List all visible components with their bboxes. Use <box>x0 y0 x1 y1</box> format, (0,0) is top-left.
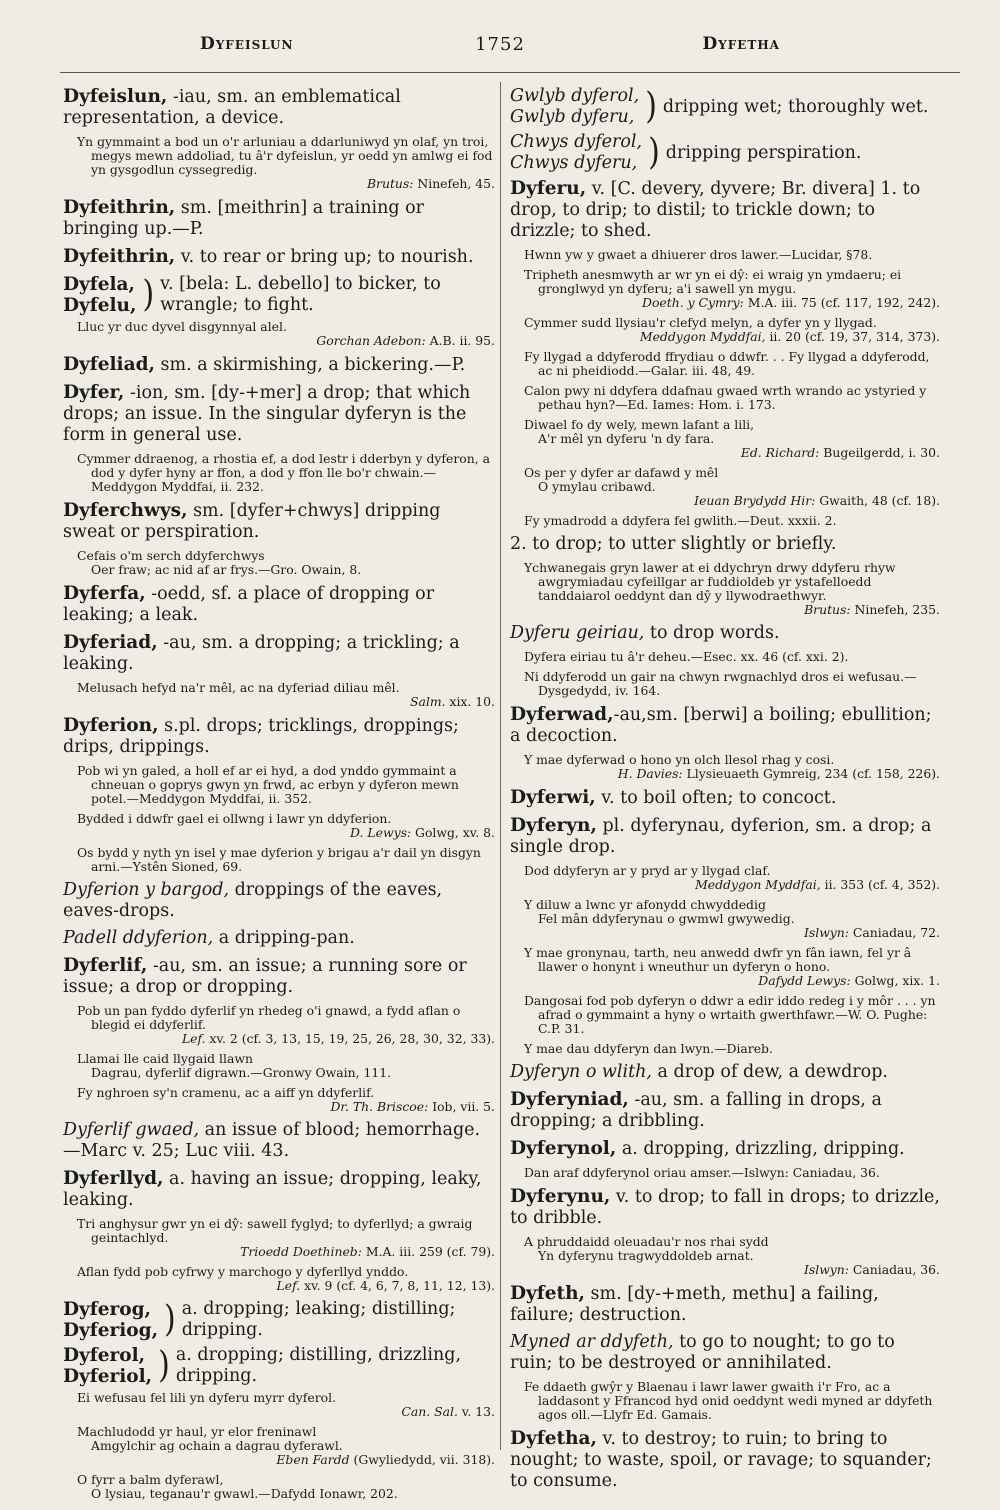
citation <box>524 1235 940 1277</box>
citation-author: Meddygon Myddfai, <box>695 877 821 892</box>
citation <box>77 1052 495 1080</box>
headword: Dyfelu, <box>63 295 137 316</box>
headword: Dyfetha, <box>510 1428 597 1449</box>
dictionary-entry <box>510 1138 940 1160</box>
phrase-entry <box>510 623 940 644</box>
citation <box>77 764 495 806</box>
citation-author: Eben Fardd <box>276 1452 350 1467</box>
headword: Dyferwad, <box>510 704 614 725</box>
phrase-entry <box>63 1120 495 1162</box>
headword: Dyferiol, <box>63 1366 153 1387</box>
headword: Dyferwi, <box>510 787 596 808</box>
brace-symbol: ) <box>158 1344 170 1387</box>
headword: Dyferol, <box>63 1345 146 1366</box>
citation-source <box>77 826 495 840</box>
citation <box>524 864 940 892</box>
grouped-entry <box>63 1299 495 1341</box>
phrase-definition: to go to nought; to go to ruin; to be destroyed or annihilated. <box>510 1332 895 1373</box>
citation-author: Dafydd Lewys: <box>758 973 851 988</box>
citation-reference: Ninefeh, 45. <box>413 176 495 191</box>
citation-reference: (Gwyliedydd, vii. 318). <box>349 1452 495 1467</box>
citation-text: Ei wefusau fel lili yn dyferu myrr dyferol. <box>77 1390 337 1405</box>
headword: Dyfela, <box>63 274 135 295</box>
grouped-terms <box>510 132 642 174</box>
citation-source <box>524 330 940 344</box>
column-divider <box>500 82 501 1450</box>
grouped-entry <box>510 132 940 174</box>
phrase-term: Dyferyn o wlith, <box>510 1062 652 1082</box>
citation-reference: v. 13. <box>457 1404 495 1419</box>
dictionary-entry <box>510 787 940 809</box>
definition: v. to boil often; to concoct. <box>595 788 837 808</box>
citation-text: Pob wi yn galed, a holl ef ar ei hyd, a dod ynddo gymmaint a chneuan o goprys gwyn yn frwd, ac erbyn y dyferon mewn potel.—Meddygon Myddfai, ii. 352. <box>77 763 459 806</box>
citation-text: Diwael fo dy wely, mewn lafant a lili, A'r mêl yn dyferu 'n dy fara. <box>524 417 755 446</box>
citation-author: Trioedd Doethineb: <box>240 1244 362 1259</box>
citation-source <box>524 926 940 940</box>
citation-text: Fy nghroen sy'n cramenu, ac a aiff yn ddyferlif. <box>77 1085 375 1100</box>
definition: -au, sm. an issue; a running sore or issue; a drop or dropping. <box>63 956 467 997</box>
dictionary-entry <box>510 704 940 747</box>
citation-reference: xv. 2 (cf. 3, 13, 15, 19, 25, 26, 28, 30, 32, 33). <box>205 1031 495 1046</box>
citation <box>77 320 495 348</box>
headword: Dyferfa, <box>63 583 146 604</box>
citation <box>77 1473 495 1501</box>
citation <box>77 549 495 577</box>
citation-source <box>77 1405 495 1419</box>
citation <box>524 1042 940 1056</box>
citation-text: Y mae gronynau, tarth, neu anwedd dwfr yn fân iawn, fel yr â llawer o honynt i wneuthur un dyferyn o hono. <box>524 945 912 974</box>
headword: Gwlyb dyferu, <box>510 107 635 127</box>
citation-author: Doeth. y Cymry: <box>642 295 744 310</box>
citation-text: Aflan fydd pob cyfrwy y marchogo y dyferllyd ynddo. <box>77 1264 409 1279</box>
headword: Dyferog, <box>63 1299 151 1320</box>
citation-author: Lef. <box>276 1278 301 1293</box>
definition: -au,sm. [berwi] a boiling; ebullition; a decoction. <box>510 705 932 746</box>
citation-text: Fe ddaeth gwŷr y Blaenau i lawr lawer gwaith i'r Fro, ac a laddasont y Ffrancod hyd onid oeddynt wedi myned ar ddyfeth agos oll.—Llyfr Ed. Gamais. <box>524 1379 933 1422</box>
definition: s.pl. drops; tricklings, droppings; drips, drippings. <box>63 716 459 757</box>
citation <box>524 1380 940 1422</box>
citation-text: Llamai lle caid llygaid llawn Dagrau, dyferlif digrawn.—Gronwy Owain, 111. <box>77 1051 392 1080</box>
citation-text: O fyrr a balm dyferawl, O lysiau, teganau'r gwawl.—Dafydd Ionawr, 202. <box>77 1472 398 1501</box>
phrase-entry <box>63 928 495 949</box>
definition: dripping wet; thoroughly wet. <box>662 96 929 117</box>
citation <box>524 946 940 988</box>
headword: Dyferu, <box>510 178 587 199</box>
citation <box>77 1391 495 1419</box>
citation <box>524 994 940 1036</box>
citation-author: H. Davies: <box>617 766 683 781</box>
citation <box>524 753 940 781</box>
citation <box>524 561 940 617</box>
phrase-definition: an issue of blood; hemorrhage. —Marc v. 25; Luc viii. 43. <box>63 1120 481 1161</box>
dictionary-entry <box>63 197 495 240</box>
running-head-right: Dyfetha <box>702 34 780 54</box>
citation-text: Dod ddyferyn ar y pryd ar y llygad claf. <box>524 863 771 878</box>
citation-text: Dan araf ddyferynol oriau amser.—Islwyn: Caniadau, 36. <box>524 1165 880 1180</box>
headword: Dyfeithrin, <box>63 197 176 218</box>
citation <box>524 466 940 508</box>
citation-author: Brutus: <box>366 176 414 191</box>
grouped-entry <box>63 1345 495 1387</box>
citation-text: Ni ddyferodd un gair na chwyn rwgnachlyd dros ei wefusau.—Dysgedydd, iv. 164. <box>524 669 917 698</box>
citation <box>524 384 940 412</box>
phrase-definition: a dripping-pan. <box>213 928 355 948</box>
citation-author: Islwyn: <box>803 1262 849 1277</box>
definition: sm. a skirmishing, a bickering.—P. <box>154 355 466 375</box>
citation-text: Yn gymmaint a bod un o'r arluniau a ddarluniwyd yn olaf, yn troi, megys mewn addoliad, tu â'r dyfeislun, yr oedd yn amlwg ei fod yn gysgodlun cyssegredig. <box>77 134 493 177</box>
header-rule <box>60 72 960 73</box>
citation-text: Tripheth anesmwyth ar wr yn ei dŷ: ei wraig yn ymdaeru; ei gronglwyd yn dyferu; a'i sawell yn mygu. <box>524 267 902 296</box>
left-column <box>63 86 495 1501</box>
citation <box>524 1166 940 1180</box>
citation-text: Y diluw a lwnc yr afonydd chwyddedig Fel mân ddyferynau o gwmwl gwywedig. <box>524 897 795 926</box>
citation <box>77 1217 495 1259</box>
dictionary-entry <box>510 178 940 242</box>
citation-reference: M.A. iii. 259 (cf. 79). <box>361 1244 495 1259</box>
right-column <box>510 85 940 1491</box>
definition: a. dropping; leaking; distilling; dripping. <box>181 1299 456 1340</box>
headword: Chwys dyferol, <box>510 132 643 152</box>
citation-text: Lluc yr duc dyvel disgynnyal alel. <box>77 319 287 334</box>
citation-reference: Golwg, xv. 8. <box>411 825 495 840</box>
citation-text: Fy ymadrodd a ddyfera fel gwlith.—Deut. xxxii. 2. <box>524 513 837 528</box>
headword: Gwlyb dyferol, <box>510 86 640 106</box>
citation-reference: Ninefeh, 235. <box>850 602 940 617</box>
grouped-entry <box>63 274 495 316</box>
definition: v. [C. devery, dyvere; Br. divera] 1. to drop, to drip; to distil; to trickle down; to drizzle; to shed. <box>510 179 921 241</box>
dictionary-entry <box>63 86 495 129</box>
phrase-term: Padell ddyferion, <box>63 928 214 948</box>
headword: Dyferyniad, <box>510 1089 629 1110</box>
definition: v. to drop; to fall in drops; to drizzle, to dribble. <box>510 1187 940 1228</box>
citation-text: Y mae dyferwad o hono yn olch llesol rhag y cosi. <box>524 752 835 767</box>
dictionary-entry <box>510 1428 940 1492</box>
definition: sm. [dy-+meth, methu] a failing, failure; destruction. <box>510 1284 879 1325</box>
citation-source <box>77 1279 495 1293</box>
brace-symbol: ) <box>648 131 660 174</box>
citation-reference: Caniadau, 72. <box>848 925 940 940</box>
brace-symbol: ) <box>142 273 155 316</box>
citation-source <box>524 767 940 781</box>
citation-text: Cymmer sudd llysiau'r clefyd melyn, a dyfer yn y llygad. <box>524 315 877 330</box>
definition: v. to destroy; to ruin; to bring to nought; to waste, spoil, or ravage; to squander; to consume. <box>510 1429 932 1491</box>
dictionary-entry <box>63 500 495 543</box>
dictionary-entry <box>510 815 940 858</box>
citation <box>77 1265 495 1293</box>
phrase-term: Myned ar ddyfeth, <box>510 1332 674 1352</box>
citation <box>524 650 940 664</box>
citation-author: Brutus: <box>804 602 851 617</box>
citation-author: Salm. <box>410 694 446 709</box>
headword: Dyferynu, <box>510 1186 611 1207</box>
citation-reference: M.A. iii. 75 (cf. 117, 192, 242). <box>743 295 940 310</box>
dictionary-entry <box>510 1283 940 1326</box>
phrase-term: Dyferu geiriau, <box>510 623 645 643</box>
citation-reference: Gwaith, 48 (cf. 18). <box>815 493 940 508</box>
citation-author: Dr. Th. Briscoe: <box>330 1099 429 1114</box>
citation <box>77 681 495 709</box>
citation-reference: Caniadau, 36. <box>848 1262 940 1277</box>
citation-source <box>524 494 940 508</box>
dictionary-entry <box>63 1168 495 1211</box>
page-number: 1752 <box>475 34 525 55</box>
citation <box>77 452 495 494</box>
phrase-definition: to drop words. <box>644 623 780 643</box>
citation-author: Meddygon Myddfai, <box>639 329 766 344</box>
brace-symbol: ) <box>164 1298 176 1341</box>
definition: -iau, sm. an emblematical representation, a device. <box>63 87 401 128</box>
phrase-term: Dyferlif gwaed, <box>63 1120 200 1140</box>
grouped-terms <box>63 1345 152 1387</box>
definition: sm. [meithrin] a training or bringing up.—P. <box>63 198 425 239</box>
citation-text: Cymmer ddraenog, a rhostia ef, a dod lestr i dderbyn y dyferon, a dod y dyfer hyny ar ffon, a dod y ffon lle bo'r chwain.—Meddygon Myddfai, ii. 232. <box>77 451 490 494</box>
dictionary-entry <box>63 715 495 758</box>
citation-source <box>77 1100 495 1114</box>
definition: pl. dyferynau, dyferion, sm. a drop; a single drop. <box>510 816 932 857</box>
citation-text: Hwnn yw y gwaet a dhiuerer dros lawer.—Lucidar, §78. <box>524 247 873 262</box>
citation <box>524 350 940 378</box>
headword: Dyferynol, <box>510 1138 617 1159</box>
phrase-entry <box>63 880 495 922</box>
citation <box>77 1004 495 1046</box>
citation-source <box>524 446 940 460</box>
running-head-left: Dyfeislun <box>200 34 294 54</box>
phrase-entry <box>510 1062 940 1083</box>
headword: Dyfeliad, <box>63 354 155 375</box>
dictionary-entry <box>63 583 495 626</box>
citation <box>77 812 495 840</box>
definition: dripping perspiration. <box>665 142 862 163</box>
citation-text: Y mae dau ddyferyn dan lwyn.—Diareb. <box>524 1041 773 1056</box>
citation-reference: Iob, vii. 5. <box>428 1099 495 1114</box>
definition: v. [bela: L. debello] to bicker, to wrangle; to fight. <box>160 274 441 315</box>
citation-text: A phruddaidd oleuadau'r nos rhai sydd Yn dyferynu tragwyddoldeb arnat. <box>524 1234 769 1263</box>
citation-text: Tri anghysur gwr yn ei dŷ: sawell fyglyd; to dyferllyd; a gwraig geintachlyd. <box>77 1216 473 1245</box>
dictionary-entry <box>510 1186 940 1229</box>
definition: -au, sm. a dropping; a trickling; a leaking. <box>63 633 460 674</box>
citation-text: Machludodd yr haul, yr elor freninawl Amgylchir ag ochain a dagrau dyferawl. <box>77 1424 343 1453</box>
grouped-terms <box>510 86 639 128</box>
citation-text: Os per y dyfer ar dafawd y mêl O ymylau cribawd. <box>524 465 719 494</box>
citation-author: D. Lewys: <box>350 825 412 840</box>
headword: Dyfeth, <box>510 1283 585 1304</box>
citation <box>77 135 495 191</box>
citation-reference: Golwg, xix. 1. <box>850 973 940 988</box>
headword: Chwys dyferu, <box>510 153 638 173</box>
headword: Dyferllyd, <box>63 1168 164 1189</box>
headword: Dyferlif, <box>63 955 148 976</box>
citation-author: Can. Sal. <box>401 1404 458 1419</box>
citation <box>524 248 940 262</box>
grouped-entry <box>510 86 940 128</box>
headword: Dyferion, <box>63 715 159 736</box>
citation-source <box>77 1032 495 1046</box>
citation-reference: xix. 10. <box>445 694 495 709</box>
citation-text: Os bydd y nyth yn isel y mae dyferion y brigau a'r dail yn disgyn arni.—Ystên Sioned, 69. <box>77 845 481 874</box>
citation <box>524 418 940 460</box>
citation-author: Lef. <box>181 1031 206 1046</box>
citation-reference: ii. 353 (cf. 4, 352). <box>820 877 940 892</box>
phrase-definition: droppings of the eaves, eaves-drops. <box>63 880 443 921</box>
citation-author: Gorchan Adebon: <box>316 333 426 348</box>
dictionary-entry <box>510 1089 940 1132</box>
citation-author: Ieuan Brydydd Hir: <box>694 493 816 508</box>
citation-text: Fy llygad a ddyferodd ffrydiau o ddwfr. . . Fy llygad a ddyferodd, ac ni pheidiodd.—Galar. iii. 48, 49. <box>524 349 930 378</box>
citation-text: Bydded i ddwfr gael ei ollwng i lawr yn ddyferion. <box>77 811 392 826</box>
citation-source <box>524 1263 940 1277</box>
definition: -oedd, sf. a place of dropping or leaking; a leak. <box>63 584 435 625</box>
sense-definition: 2. to drop; to utter slightly or briefly. <box>510 534 837 554</box>
headword: Dyferiad, <box>63 632 158 653</box>
citation-text: Dangosai fod pob dyferyn o ddwr a edir iddo redeg i y môr . . . yn afrad o gymmaint a hyny o wrtaith gwerthfawr.—W. O. Pughe: C.P. 31. <box>524 993 936 1036</box>
phrase-term: Dyferion y bargod, <box>63 880 230 900</box>
headword: Dyferyn, <box>510 815 597 836</box>
headword: Dyfeithrin, <box>63 246 176 267</box>
definition: -ion, sm. [dy-+mer] a drop; that which drops; an issue. In the singular dyferyn is the form in general use. <box>63 383 471 445</box>
dictionary-entry <box>63 246 495 268</box>
citation <box>77 846 495 874</box>
headword: Dyfer, <box>63 382 125 403</box>
citation <box>524 268 940 310</box>
citation-reference: xv. 9 (cf. 4, 6, 7, 8, 11, 12, 13). <box>300 1278 495 1293</box>
citation-text: Melusach hefyd na'r mêl, ac na dyferiad diliau mêl. <box>77 680 400 695</box>
citation-source <box>77 177 495 191</box>
definition: a. dropping, drizzling, dripping. <box>616 1139 905 1159</box>
citation-reference: Llysieuaeth Gymreig, 234 (cf. 158, 226). <box>682 766 940 781</box>
citation-text: Calon pwy ni ddyfera ddafnau gwaed wrth wrando ac ystyried y pethau hyn?—Ed. Iames: Hom. i. 173. <box>524 383 927 412</box>
definition: v. to rear or bring up; to nourish. <box>175 247 474 267</box>
definition: a. dropping; distilling, drizzling, dripping. <box>175 1345 462 1386</box>
citation-source <box>77 1453 495 1467</box>
brace-symbol: ) <box>645 85 657 128</box>
definition: -au, sm. a falling in drops, a dropping; a dribbling. <box>510 1090 882 1131</box>
citation-text: Dyfera eiriau tu â'r deheu.—Esec. xx. 46 (cf. xxi. 2). <box>524 649 849 664</box>
citation <box>524 514 940 528</box>
phrase-definition: a drop of dew, a dewdrop. <box>651 1062 888 1082</box>
citation-text: Ychwanegais gryn lawer at ei ddychryn drwy ddyferu rhyw awgrymiadau cyfeillgar ar fuddioldeb yr ystafelloedd tanddaiarol oeddynt dan dŷ y llywodraethwyr. <box>524 560 896 603</box>
headword: Dyfeislun, <box>63 86 168 107</box>
citation-reference: A.B. ii. 95. <box>425 333 495 348</box>
dictionary-entry <box>63 382 495 446</box>
headword: Dyferchwys, <box>63 500 188 521</box>
dictionary-entry <box>63 955 495 998</box>
citation-author: Ed. Richard: <box>740 445 820 460</box>
definition: sm. [dyfer+chwys] dripping sweat or perspiration. <box>63 501 441 542</box>
citation-text: Pob un pan fyddo dyferlif yn rhedeg o'i gnawd, a fydd aflan o blegid ei ddyferlif. <box>77 1003 461 1032</box>
citation-source <box>524 296 940 310</box>
citation-source <box>524 878 940 892</box>
citation-reference: ii. 20 (cf. 19, 37, 314, 373). <box>765 329 940 344</box>
citation-source <box>77 334 495 348</box>
citation-reference: Bugeilgerdd, i. 30. <box>819 445 940 460</box>
phrase-entry <box>510 1332 940 1374</box>
grouped-terms <box>63 1299 158 1341</box>
citation <box>524 670 940 698</box>
dictionary-entry <box>63 354 495 376</box>
dictionary-entry <box>63 632 495 675</box>
citation <box>77 1425 495 1467</box>
citation <box>524 898 940 940</box>
headword: Dyferiog, <box>63 1320 159 1341</box>
definition: a. having an issue; dropping, leaky, leaking. <box>63 1169 482 1210</box>
citation-source <box>524 974 940 988</box>
citation-source <box>77 695 495 709</box>
citation-source <box>524 603 940 617</box>
citation-author: Islwyn: <box>803 925 849 940</box>
citation-source <box>77 1245 495 1259</box>
citation <box>77 1086 495 1114</box>
citation-text: Cefais o'm serch ddyferchwys Oer fraw; ac nid af ar frys.—Gro. Owain, 8. <box>77 548 362 577</box>
grouped-terms <box>63 274 136 316</box>
citation <box>524 316 940 344</box>
